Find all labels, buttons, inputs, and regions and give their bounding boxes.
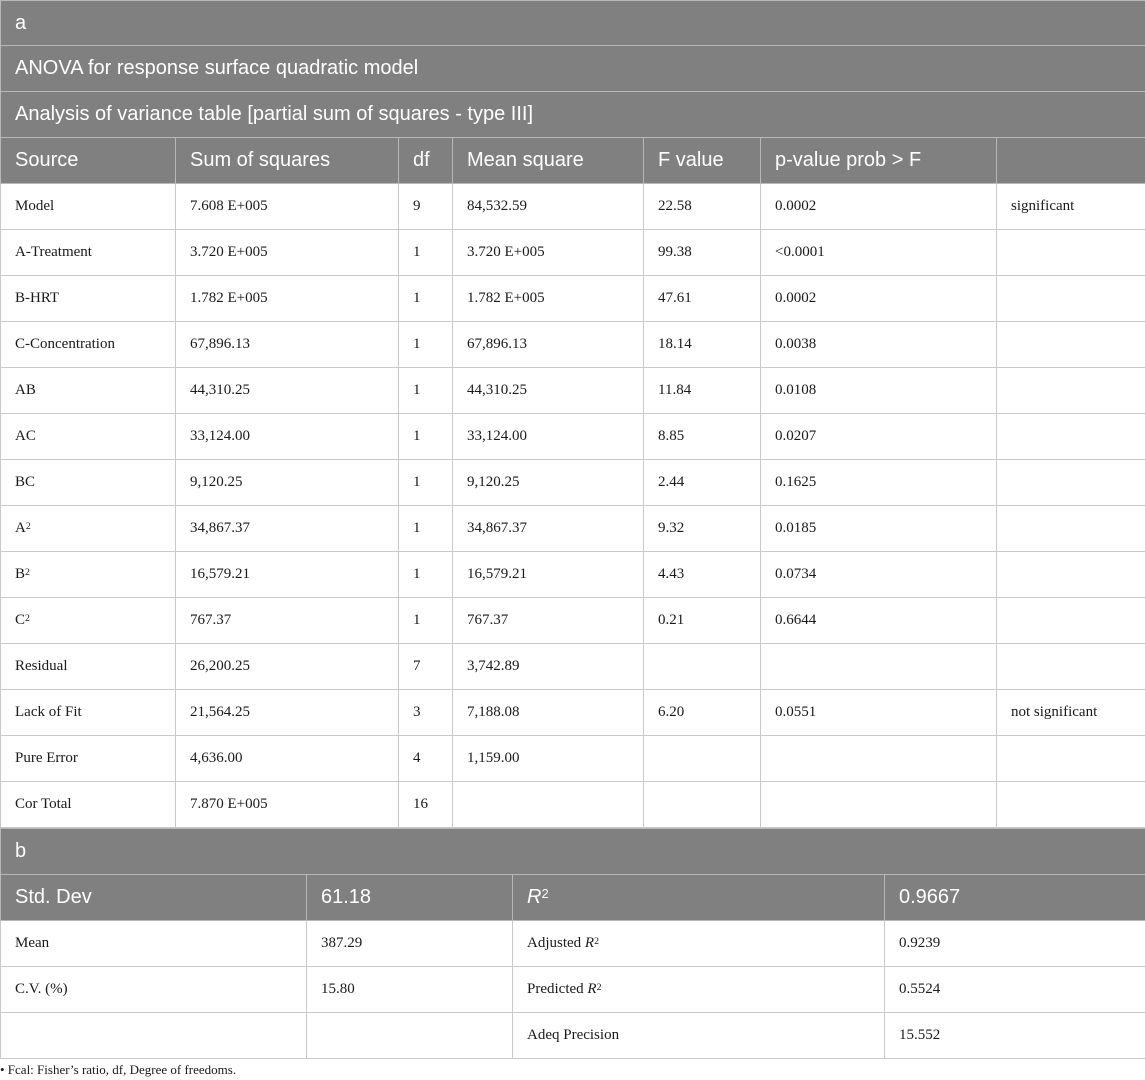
table-subtitle-row (1, 92, 1145, 138)
source-cell (1, 782, 176, 828)
statistic-label (1, 1013, 307, 1059)
sum-of-squares-cell: 33,124.00 (176, 414, 399, 460)
statistic-label-text: Adjusted (527, 935, 585, 951)
df-cell: 1 (399, 460, 453, 506)
sum-of-squares-cell: 16,579.21 (176, 552, 399, 598)
sum-of-squares-cell: 9,120.25 (176, 460, 399, 506)
header-p-value: p-value prob > F (761, 138, 997, 184)
statistic-label-text: Adeq Precision (527, 1027, 620, 1043)
source-cell (1, 690, 176, 736)
source-label: B (15, 566, 26, 582)
mean-square-cell: 84,532.59 (453, 184, 644, 230)
significance-cell (997, 322, 1145, 368)
p-value-cell: <0.0001 (761, 230, 997, 276)
df-cell: 1 (399, 322, 453, 368)
r-squared-label (513, 875, 885, 921)
significance-cell: significant (997, 184, 1145, 230)
statistic-label-text: Predicted (527, 981, 588, 997)
header-df: df (399, 138, 453, 184)
p-value-cell (761, 644, 997, 690)
table-row (1, 736, 1145, 782)
f-value-cell (644, 782, 761, 828)
source-label: Pure Error (15, 750, 78, 766)
f-value-cell: 47.61 (644, 276, 761, 322)
p-value-cell: 0.0734 (761, 552, 997, 598)
table-row (1, 598, 1145, 644)
p-value-cell: 0.0038 (761, 322, 997, 368)
r-squared-exponent: 2 (541, 886, 549, 902)
significance-cell (997, 460, 1145, 506)
df-cell: 4 (399, 736, 453, 782)
statistic-label (513, 921, 885, 967)
section-a-label-row (1, 1, 1145, 46)
sum-of-squares-cell: 21,564.25 (176, 690, 399, 736)
significance-cell (997, 782, 1145, 828)
source-cell (1, 276, 176, 322)
source-label: C (15, 612, 26, 628)
source-label: AB (15, 382, 36, 398)
statistic-value: 0.9239 (885, 921, 1145, 967)
f-value-cell: 11.84 (644, 368, 761, 414)
source-cell (1, 184, 176, 230)
df-cell: 1 (399, 230, 453, 276)
sum-of-squares-cell: 3.720 E+005 (176, 230, 399, 276)
p-value-cell: 0.6644 (761, 598, 997, 644)
sum-of-squares-cell: 767.37 (176, 598, 399, 644)
sum-of-squares-cell: 67,896.13 (176, 322, 399, 368)
statistic-label: Mean (1, 921, 307, 967)
p-value-cell: 0.0551 (761, 690, 997, 736)
footnote: • Fcal: Fisher’s ratio, df, Degree of freedoms. (0, 1062, 237, 1077)
header-mean-square: Mean square (453, 138, 644, 184)
table-row (1, 184, 1145, 230)
r-symbol: R (587, 981, 597, 997)
f-value-cell (644, 644, 761, 690)
significance-cell (997, 736, 1145, 782)
table-row (1, 644, 1145, 690)
fit-header-row (1, 875, 1145, 921)
significance-cell (997, 552, 1145, 598)
df-cell: 1 (399, 276, 453, 322)
mean-square-cell: 67,896.13 (453, 322, 644, 368)
squared-exponent: 2 (594, 935, 599, 947)
p-value-cell (761, 782, 997, 828)
squared-exponent: 2 (25, 612, 30, 624)
sum-of-squares-cell: 26,200.25 (176, 644, 399, 690)
source-cell (1, 552, 176, 598)
significance-cell (997, 414, 1145, 460)
df-cell: 9 (399, 184, 453, 230)
r-squared-value: 0.9667 (885, 875, 1145, 921)
header-f-value: F value (644, 138, 761, 184)
significance-cell: not significant (997, 690, 1145, 736)
source-cell (1, 736, 176, 782)
source-cell (1, 322, 176, 368)
section-a-label: a (1, 1, 1145, 46)
statistic-label (513, 967, 885, 1013)
mean-square-cell: 9,120.25 (453, 460, 644, 506)
source-cell (1, 598, 176, 644)
mean-square-cell: 3.720 E+005 (453, 230, 644, 276)
significance-cell (997, 368, 1145, 414)
statistic-value: 0.5524 (885, 967, 1145, 1013)
significance-cell (997, 230, 1145, 276)
df-cell: 1 (399, 552, 453, 598)
significance-cell (997, 506, 1145, 552)
source-cell (1, 460, 176, 506)
df-cell: 1 (399, 506, 453, 552)
mean-square-cell (453, 782, 644, 828)
df-cell: 16 (399, 782, 453, 828)
p-value-cell: 0.0185 (761, 506, 997, 552)
std-dev-label: Std. Dev (1, 875, 307, 921)
std-dev-value: 61.18 (307, 875, 513, 921)
source-label: B-HRT (15, 290, 60, 306)
sum-of-squares-cell: 7.870 E+005 (176, 782, 399, 828)
table-row (1, 368, 1145, 414)
significance-cell (997, 644, 1145, 690)
source-label: BC (15, 474, 36, 490)
statistic-value: 15.552 (885, 1013, 1145, 1059)
table-row (1, 414, 1145, 460)
source-cell (1, 230, 176, 276)
p-value-cell: 0.0108 (761, 368, 997, 414)
sum-of-squares-cell: 34,867.37 (176, 506, 399, 552)
fit-statistics-table-b (0, 828, 1145, 1059)
df-cell: 7 (399, 644, 453, 690)
table-title: ANOVA for response surface quadratic model (1, 46, 1145, 92)
r-symbol: R (527, 886, 542, 908)
sum-of-squares-cell: 7.608 E+005 (176, 184, 399, 230)
table-row (1, 322, 1145, 368)
source-cell (1, 368, 176, 414)
f-value-cell: 2.44 (644, 460, 761, 506)
header-sum-of-squares: Sum of squares (176, 138, 399, 184)
source-label: AC (15, 428, 36, 444)
r-symbol: R (584, 935, 595, 951)
sum-of-squares-cell: 44,310.25 (176, 368, 399, 414)
sum-of-squares-cell: 1.782 E+005 (176, 276, 399, 322)
significance-cell (997, 598, 1145, 644)
source-label: Lack of Fit (15, 704, 82, 720)
f-value-cell: 18.14 (644, 322, 761, 368)
source-label: Residual (15, 658, 68, 674)
f-value-cell: 8.85 (644, 414, 761, 460)
statistic-value: 15.80 (307, 967, 513, 1013)
fit-row (1, 921, 1145, 967)
sum-of-squares-cell: 4,636.00 (176, 736, 399, 782)
mean-square-cell: 16,579.21 (453, 552, 644, 598)
table-row (1, 552, 1145, 598)
header-source: Source (1, 138, 176, 184)
source-cell (1, 414, 176, 460)
df-cell: 1 (399, 414, 453, 460)
column-header-row (1, 138, 1145, 184)
mean-square-cell: 7,188.08 (453, 690, 644, 736)
fit-row (1, 967, 1145, 1013)
statistic-label (513, 1013, 885, 1059)
p-value-cell (761, 736, 997, 782)
table-row (1, 460, 1145, 506)
f-value-cell: 6.20 (644, 690, 761, 736)
squared-exponent: 2 (25, 520, 31, 532)
source-label: C-Concentration (15, 336, 115, 352)
source-cell (1, 506, 176, 552)
source-cell (1, 644, 176, 690)
p-value-cell: 0.0002 (761, 276, 997, 322)
mean-square-cell: 3,742.89 (453, 644, 644, 690)
header-significance (997, 138, 1145, 184)
mean-square-cell: 1.782 E+005 (453, 276, 644, 322)
source-label: Cor Total (15, 796, 72, 812)
table-subtitle: Analysis of variance table [partial sum of squares - type III] (1, 92, 1145, 138)
mean-square-cell: 767.37 (453, 598, 644, 644)
significance-cell (997, 276, 1145, 322)
table-row (1, 276, 1145, 322)
source-label: A-Treatment (15, 244, 92, 260)
p-value-cell: 0.0002 (761, 184, 997, 230)
p-value-cell: 0.1625 (761, 460, 997, 506)
fit-row (1, 1013, 1145, 1059)
squared-exponent: 2 (25, 566, 30, 578)
statistic-value (307, 1013, 513, 1059)
source-label: Model (15, 198, 55, 214)
mean-square-cell: 1,159.00 (453, 736, 644, 782)
f-value-cell: 4.43 (644, 552, 761, 598)
f-value-cell (644, 736, 761, 782)
statistic-label: C.V. (%) (1, 967, 307, 1013)
mean-square-cell: 33,124.00 (453, 414, 644, 460)
section-b-label: b (1, 829, 1145, 875)
table-row (1, 230, 1145, 276)
f-value-cell: 9.32 (644, 506, 761, 552)
f-value-cell: 99.38 (644, 230, 761, 276)
section-b-label-row (1, 829, 1145, 875)
source-label: A (15, 520, 26, 536)
df-cell: 1 (399, 598, 453, 644)
table-title-row (1, 46, 1145, 92)
table-row (1, 690, 1145, 736)
df-cell: 1 (399, 368, 453, 414)
p-value-cell: 0.0207 (761, 414, 997, 460)
table-row (1, 782, 1145, 828)
df-cell: 3 (399, 690, 453, 736)
statistic-value: 387.29 (307, 921, 513, 967)
mean-square-cell: 34,867.37 (453, 506, 644, 552)
table-row (1, 506, 1145, 552)
mean-square-cell: 44,310.25 (453, 368, 644, 414)
squared-exponent: 2 (596, 981, 602, 993)
f-value-cell: 22.58 (644, 184, 761, 230)
f-value-cell: 0.21 (644, 598, 761, 644)
